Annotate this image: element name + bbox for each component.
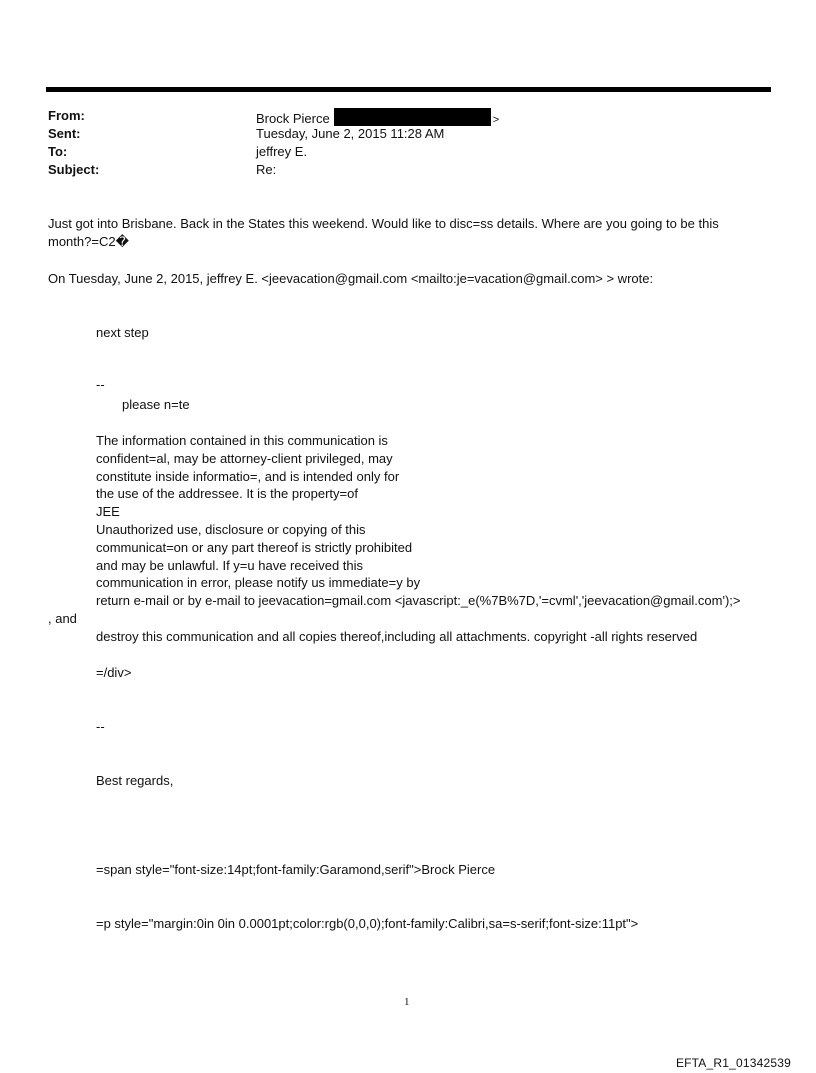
redaction-block	[334, 108, 491, 126]
disclaimer-line: communication in error, please notify us immediate=y by	[96, 575, 421, 591]
disclaimer-block	[96, 432, 741, 610]
document-id: EFTA_R1_01342539	[675, 1056, 791, 1070]
from-value	[256, 108, 499, 126]
page-number: 1	[404, 996, 410, 1008]
sent-label: Sent:	[48, 126, 81, 141]
from-trailing: >	[492, 114, 500, 126]
disclaimer-line: and may be unlawful. If y=u have received this	[96, 557, 364, 573]
div-close-artifact: =/div>	[96, 665, 132, 680]
quoted-next-step: next step	[96, 325, 149, 340]
disclaimer-line: Unauthorized use, disclosure or copying of this	[96, 521, 366, 537]
sender-name: Brock Pierce	[256, 111, 330, 126]
reply-intro: On Tuesday, June 2, 2015, jeffrey E. <jeevacation@gmail.com <mailto:je=vacation@gmail.com> > wrote:	[48, 271, 654, 286]
to-value: jeffrey E.	[256, 144, 308, 159]
quoted-dash-2: --	[96, 719, 105, 734]
subject-value: Re:	[256, 162, 277, 177]
disclaimer-line: communicat=on or any part thereof is strictly prohibited	[96, 539, 413, 555]
destroy-line: destroy this communication and all copies thereof,including all attachments. copyright -all rights reserved	[96, 629, 698, 644]
span-artifact-line: =span style="font-size:14pt;font-family:Garamond,serif">Brock Pierce	[96, 862, 496, 877]
and-fragment: , and	[48, 611, 77, 626]
subject-label: Subject:	[48, 162, 100, 177]
disclaimer-line: return e-mail or by e-mail to jeevacation=gmail.com <javascript:_e(%7B%7D,'=cvml','jeevacation@gmail.com');>	[96, 593, 741, 609]
to-label: To:	[48, 144, 68, 159]
quoted-please-note: please n=te	[122, 397, 190, 412]
disclaimer-line: the use of the addressee. It is the property=of	[96, 486, 358, 502]
quoted-dash-1: --	[96, 377, 105, 392]
best-regards: Best regards,	[96, 773, 174, 788]
body-line-1: Just got into Brisbane. Back in the States this weekend. Would like to disc=ss details. Where are you going to be this	[48, 216, 719, 231]
disclaimer-line: constitute inside informatio=, and is intended only for	[96, 468, 400, 484]
disclaimer-line: JEE	[96, 504, 120, 520]
disclaimer-line: The information contained in this communication is	[96, 433, 388, 448]
sent-value: Tuesday, June 2, 2015 11:28 AM	[256, 126, 445, 141]
from-label: From:	[48, 108, 85, 123]
p-artifact-line: =p style="margin:0in 0in 0.0001pt;color:rgb(0,0,0);font-family:Calibri,sa=s-serif;font-size:11pt">	[96, 916, 639, 931]
body-line-2: month?=C2�	[48, 234, 129, 249]
header-rule	[46, 87, 771, 92]
disclaimer-line: confident=al, may be attorney-client privileged, may	[96, 450, 393, 466]
